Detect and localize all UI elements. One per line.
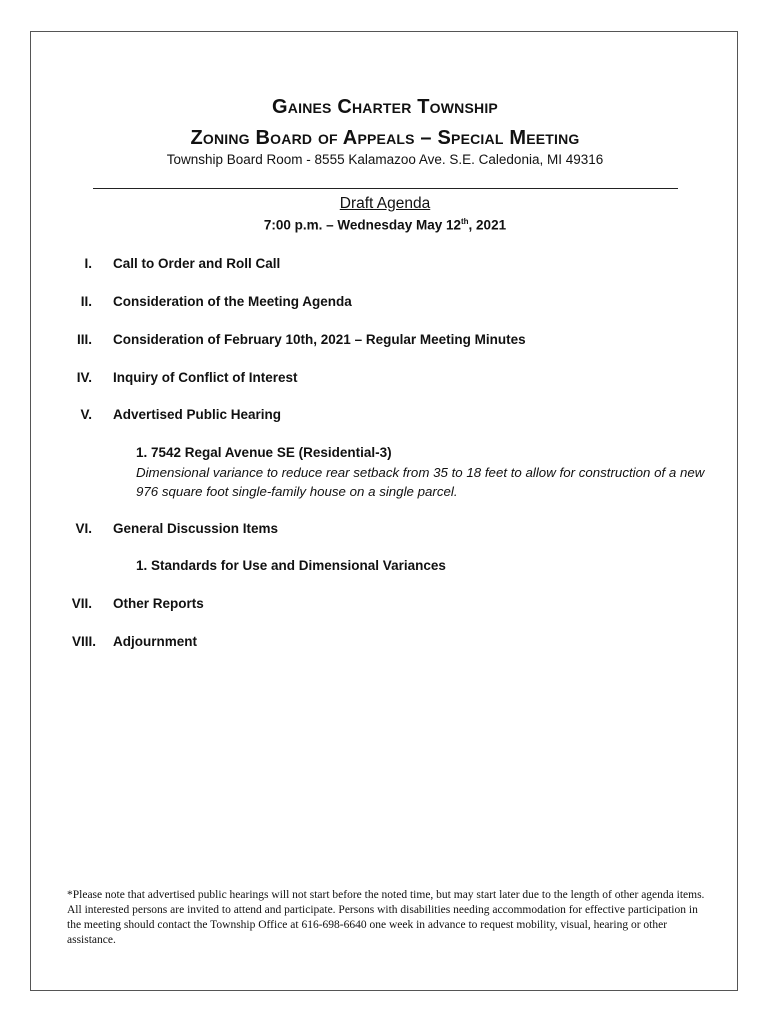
agenda-number: I. <box>84 256 92 271</box>
agenda-item: Consideration of the Meeting Agenda <box>113 294 352 309</box>
agenda-number: VI. <box>75 521 92 536</box>
agenda-item: Adjournment <box>113 634 197 649</box>
agenda-subitem: 1. 7542 Regal Avenue SE (Residential-3) <box>136 445 392 460</box>
agenda-subitem-description: Dimensional variance to reduce rear setback from 35 to 18 feet to allow for construction of a new 976 square foot single-family house on a single parcel. <box>136 465 705 499</box>
agenda-item: Other Reports <box>113 596 204 611</box>
agenda-item: Advertised Public Hearing <box>113 407 282 422</box>
agenda-label: Draft Agenda <box>339 195 431 212</box>
meeting-address: Township Board Room - 8555 Kalamazoo Ave. S.E. Caledonia, MI 49316 <box>166 152 604 167</box>
agenda-item: Inquiry of Conflict of Interest <box>113 370 298 385</box>
agenda-item: General Discussion Items <box>113 521 279 536</box>
agenda-number: IV. <box>76 370 92 385</box>
agenda-number: III. <box>76 332 92 347</box>
agenda-number: VII. <box>71 596 92 611</box>
township-title: Gaines Charter Township <box>272 96 498 118</box>
agenda-number: V. <box>80 407 92 422</box>
accessibility-footnote: *Please note that advertised public hearings will not start before the noted time, but may start later due to the length of other agenda items. All interested persons are invited to attend and participate. Persons with disabilities needing accommodation for effective participation in the meeting should contact the Township Office at 616-698-6640 one week in advance to request mobility, visual, hearing or other assistance. <box>67 889 705 946</box>
agenda-item: Consideration of February 10th, 2021 – Regular Meeting Minutes <box>113 332 526 347</box>
agenda-number: II. <box>80 294 92 309</box>
agenda-number: VIII. <box>71 634 96 649</box>
meeting-time: 7:00 p.m. – Wednesday May 12th, 2021 <box>263 217 507 233</box>
meeting-title: Zoning Board of Appeals – Special Meeting <box>190 127 580 149</box>
agenda-item: Call to Order and Roll Call <box>113 256 281 271</box>
agenda-subitem: 1. Standards for Use and Dimensional Variances <box>136 558 446 573</box>
document-page <box>30 31 738 991</box>
header-divider <box>93 188 678 189</box>
